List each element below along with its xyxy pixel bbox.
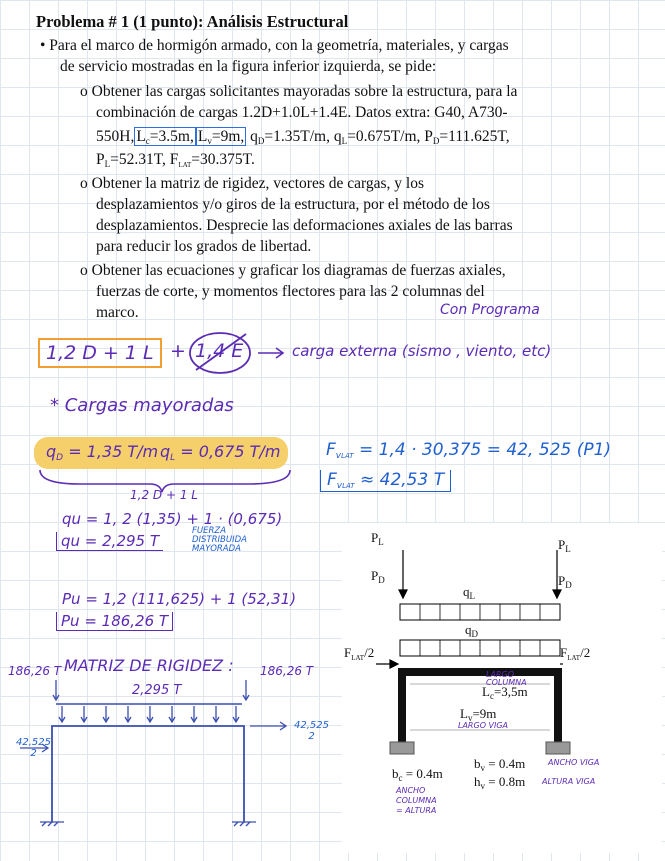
ql-value: $q_L = 0,675$ T/m	[160, 442, 281, 463]
fig-flat-right: $F_{LAT}/2$	[560, 645, 591, 662]
fig-flat-left: $F_{LAT}/2$	[344, 645, 375, 662]
note-carga-externa: carga externa (sismo , viento, etc)	[292, 342, 552, 360]
fig-pl-right: $P_L$	[558, 537, 571, 554]
item1-line2: combinación de cargas 1.2D+1.0L+1.4E. Datos extra: G40, A730-	[96, 104, 508, 121]
fig-lc: $L_c=3,5m$	[482, 684, 528, 701]
sketch-load-left: 186,26 T	[8, 664, 62, 678]
combo-crossed: 1,4 E	[195, 340, 244, 362]
sketch-load-dist: 2,295 T	[132, 683, 182, 698]
fig-largo-viga: LARGO VIGA	[458, 721, 509, 730]
matriz-title: MATRIZ DE RIGIDEZ :	[64, 656, 234, 675]
note-con-programa: Con Programa	[440, 302, 540, 318]
pu-line1: Pu = 1,2 (111,625) + 1 (52,31)	[62, 590, 297, 608]
item2-line3: desplazamientos. Desprecie las deformaciones axiales de las barras	[96, 217, 513, 234]
fig-pl-left: $P_L$	[371, 530, 384, 547]
fv-lat-result: $F_{vLAT} \approx 42,53$ T	[320, 470, 451, 492]
item3-line2: fuerzas de corte, y momentos flectores para las 2 columnas del	[96, 283, 485, 300]
fig-ql: $q_L$	[463, 584, 475, 601]
combo-small: 1,2 D + 1 L	[130, 488, 198, 502]
item3-line3: marco.	[96, 304, 139, 321]
qu-line2: qu = 2,295 T	[56, 532, 163, 551]
problem-bullet: • Para el marco de hormigón armado, con la geometría, materiales, y cargas	[40, 37, 509, 54]
fig-largo-columna: LARGO COLUMNA	[486, 670, 527, 687]
combo-plus: +	[170, 340, 186, 362]
item2-line4: para reducir los grados de libertad.	[96, 238, 312, 255]
problem-title: Problema # 1 (1 punto): Análisis Estructural	[36, 12, 349, 31]
fig-bc: $b_c = 0.4m$	[392, 766, 443, 783]
fig-altura-viga: ALTURA VIGA	[542, 777, 596, 786]
item1-line1: o Obtener las cargas solicitantes mayoradas sobre la estructura, para la	[80, 83, 518, 100]
pu-line2: Pu = 186,26 T	[56, 612, 173, 631]
problem-bullet-cont: de servicio mostradas en la figura inferior izquierda, se pide:	[60, 58, 437, 75]
combo-box: 1,2 D + 1 L	[38, 338, 162, 368]
item2-line1: o Obtener la matriz de rigidez, vectores de cargas, y los	[80, 175, 425, 192]
fig-hv: $h_v = 0.8m$	[474, 774, 526, 791]
fig-pd-right: $P_D$	[558, 573, 572, 590]
note-fuerza-distribuida: FUERZA DISTRIBUIDA MAYORADA	[192, 526, 247, 554]
fig-ancho-viga: ANCHO VIGA	[548, 758, 600, 767]
fig-pd-left: $P_D$	[371, 568, 385, 585]
fig-qd: $q_D$	[465, 622, 478, 639]
fig-lv: $L_v=9m$	[460, 706, 497, 723]
note-cargas-mayoradas: * Cargas mayoradas	[50, 395, 234, 416]
lv-box: $L_v=9m$,	[197, 128, 245, 146]
qd-value: $q_D = 1,35$ T/m	[46, 442, 159, 463]
sketch-load-right: 186,26 T	[260, 664, 314, 678]
fig-ancho-columna: ANCHO COLUMNA = ALTURA	[396, 786, 437, 815]
fig-bv: $b_v = 0.4m$	[474, 756, 526, 773]
qu-line1: qu = 1, 2 (1,35) + 1 · (0,675)	[62, 510, 283, 528]
lc-box: $L_c=3.5m$,	[136, 128, 194, 146]
item2-line2: desplazamientos y/o giros de la estructura, por el método de los	[96, 196, 490, 213]
fv-lat-line: $F_{vLAT} = 1,4 \cdot 30,375 = 42$, 525 (P1)	[326, 440, 612, 461]
item3-line1: o Obtener las ecuaciones y graficar los diagramas de fuerzas axiales,	[80, 262, 506, 279]
sketch-lat-right: 42,525 2	[294, 720, 329, 742]
item1-line4: $P_L=52.31T$, $F_{LAT}=30.375T$.	[96, 151, 255, 169]
item1-line3: 550H, $L_c=3.5m$, $L_v=9m$, $q_D=1.35T/m$, $q_L=0.675T/m$, $P_D=111.625T$,	[96, 128, 510, 146]
sketch-lat-left: 42,525 2	[16, 737, 51, 759]
